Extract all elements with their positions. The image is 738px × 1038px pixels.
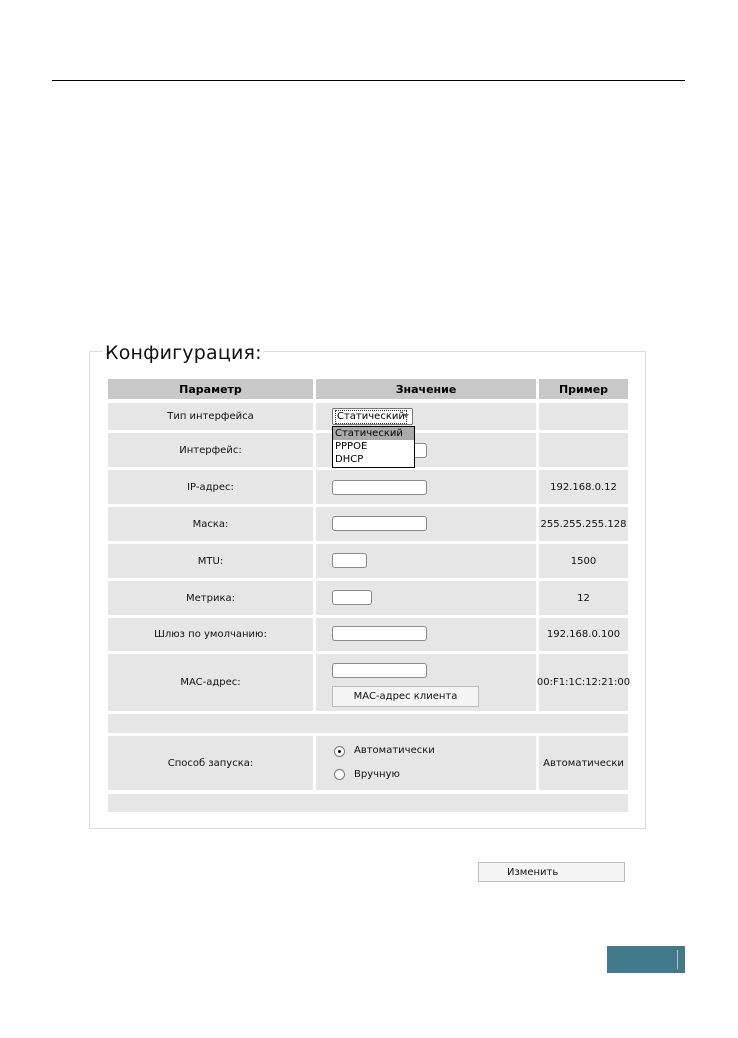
row-example-interface	[539, 433, 628, 467]
column-header-value: Значение	[316, 379, 536, 399]
row-example-mac-address: 00:F1:1C:12:21:00	[539, 654, 628, 711]
row-label-ip-address: IP-адрес:	[108, 470, 313, 504]
row-label-mac-address: MAC-адрес:	[108, 654, 313, 711]
column-header-parameter: Параметр	[108, 379, 313, 399]
mask-input[interactable]	[332, 516, 427, 531]
column-header-example: Пример	[539, 379, 628, 399]
row-label-interface-type: Тип интерфейса	[108, 403, 313, 430]
start-mode-manual-radio[interactable]	[334, 769, 345, 780]
dropdown-option-static[interactable]: Статический	[333, 427, 414, 440]
row-label-start-mode: Способ запуска:	[108, 736, 313, 790]
dropdown-option-pppoe[interactable]: PPPOE	[335, 441, 368, 452]
spacer-row	[108, 714, 628, 733]
mtu-input[interactable]	[332, 553, 367, 568]
row-example-interface-type	[539, 403, 628, 430]
row-example-ip-address: 192.168.0.12	[539, 470, 628, 504]
dropdown-option-dhcp[interactable]: DHCP	[335, 454, 364, 465]
row-label-metric: Метрика:	[108, 581, 313, 615]
row-label-mtu: MTU:	[108, 544, 313, 578]
row-example-mtu: 1500	[539, 544, 628, 578]
clone-mac-button[interactable]: MAC-адрес клиента	[332, 686, 479, 707]
page-tab-divider	[677, 950, 678, 969]
page-number-tab	[607, 946, 685, 973]
change-button[interactable]: Изменить	[478, 862, 625, 882]
interface-type-dropdown	[332, 426, 415, 468]
row-label-interface: Интерфейс:	[108, 433, 313, 467]
footer-spacer-row	[108, 794, 628, 812]
row-label-mask: Маска:	[108, 507, 313, 541]
top-rule	[52, 80, 685, 81]
mac-address-input[interactable]	[332, 663, 427, 678]
gateway-input[interactable]	[332, 626, 427, 641]
ip-address-input[interactable]	[332, 480, 427, 495]
interface-type-select[interactable]	[332, 408, 413, 425]
start-mode-auto-label: Автоматически	[354, 745, 435, 756]
row-example-mask: 255.255.255.128	[539, 507, 628, 541]
start-mode-manual-label: Вручную	[354, 769, 400, 780]
start-mode-auto-radio[interactable]	[334, 746, 345, 757]
interface-type-selected: Статический	[337, 410, 405, 422]
row-example-gateway: 192.168.0.100	[539, 618, 628, 651]
row-example-start-mode: Автоматически	[539, 736, 628, 790]
row-example-metric: 12	[539, 581, 628, 615]
row-label-gateway: Шлюз по умолчанию:	[108, 618, 313, 651]
metric-input[interactable]	[332, 590, 372, 605]
section-title: Конфигурация:	[105, 342, 262, 364]
chevron-down-icon[interactable]	[403, 414, 409, 418]
